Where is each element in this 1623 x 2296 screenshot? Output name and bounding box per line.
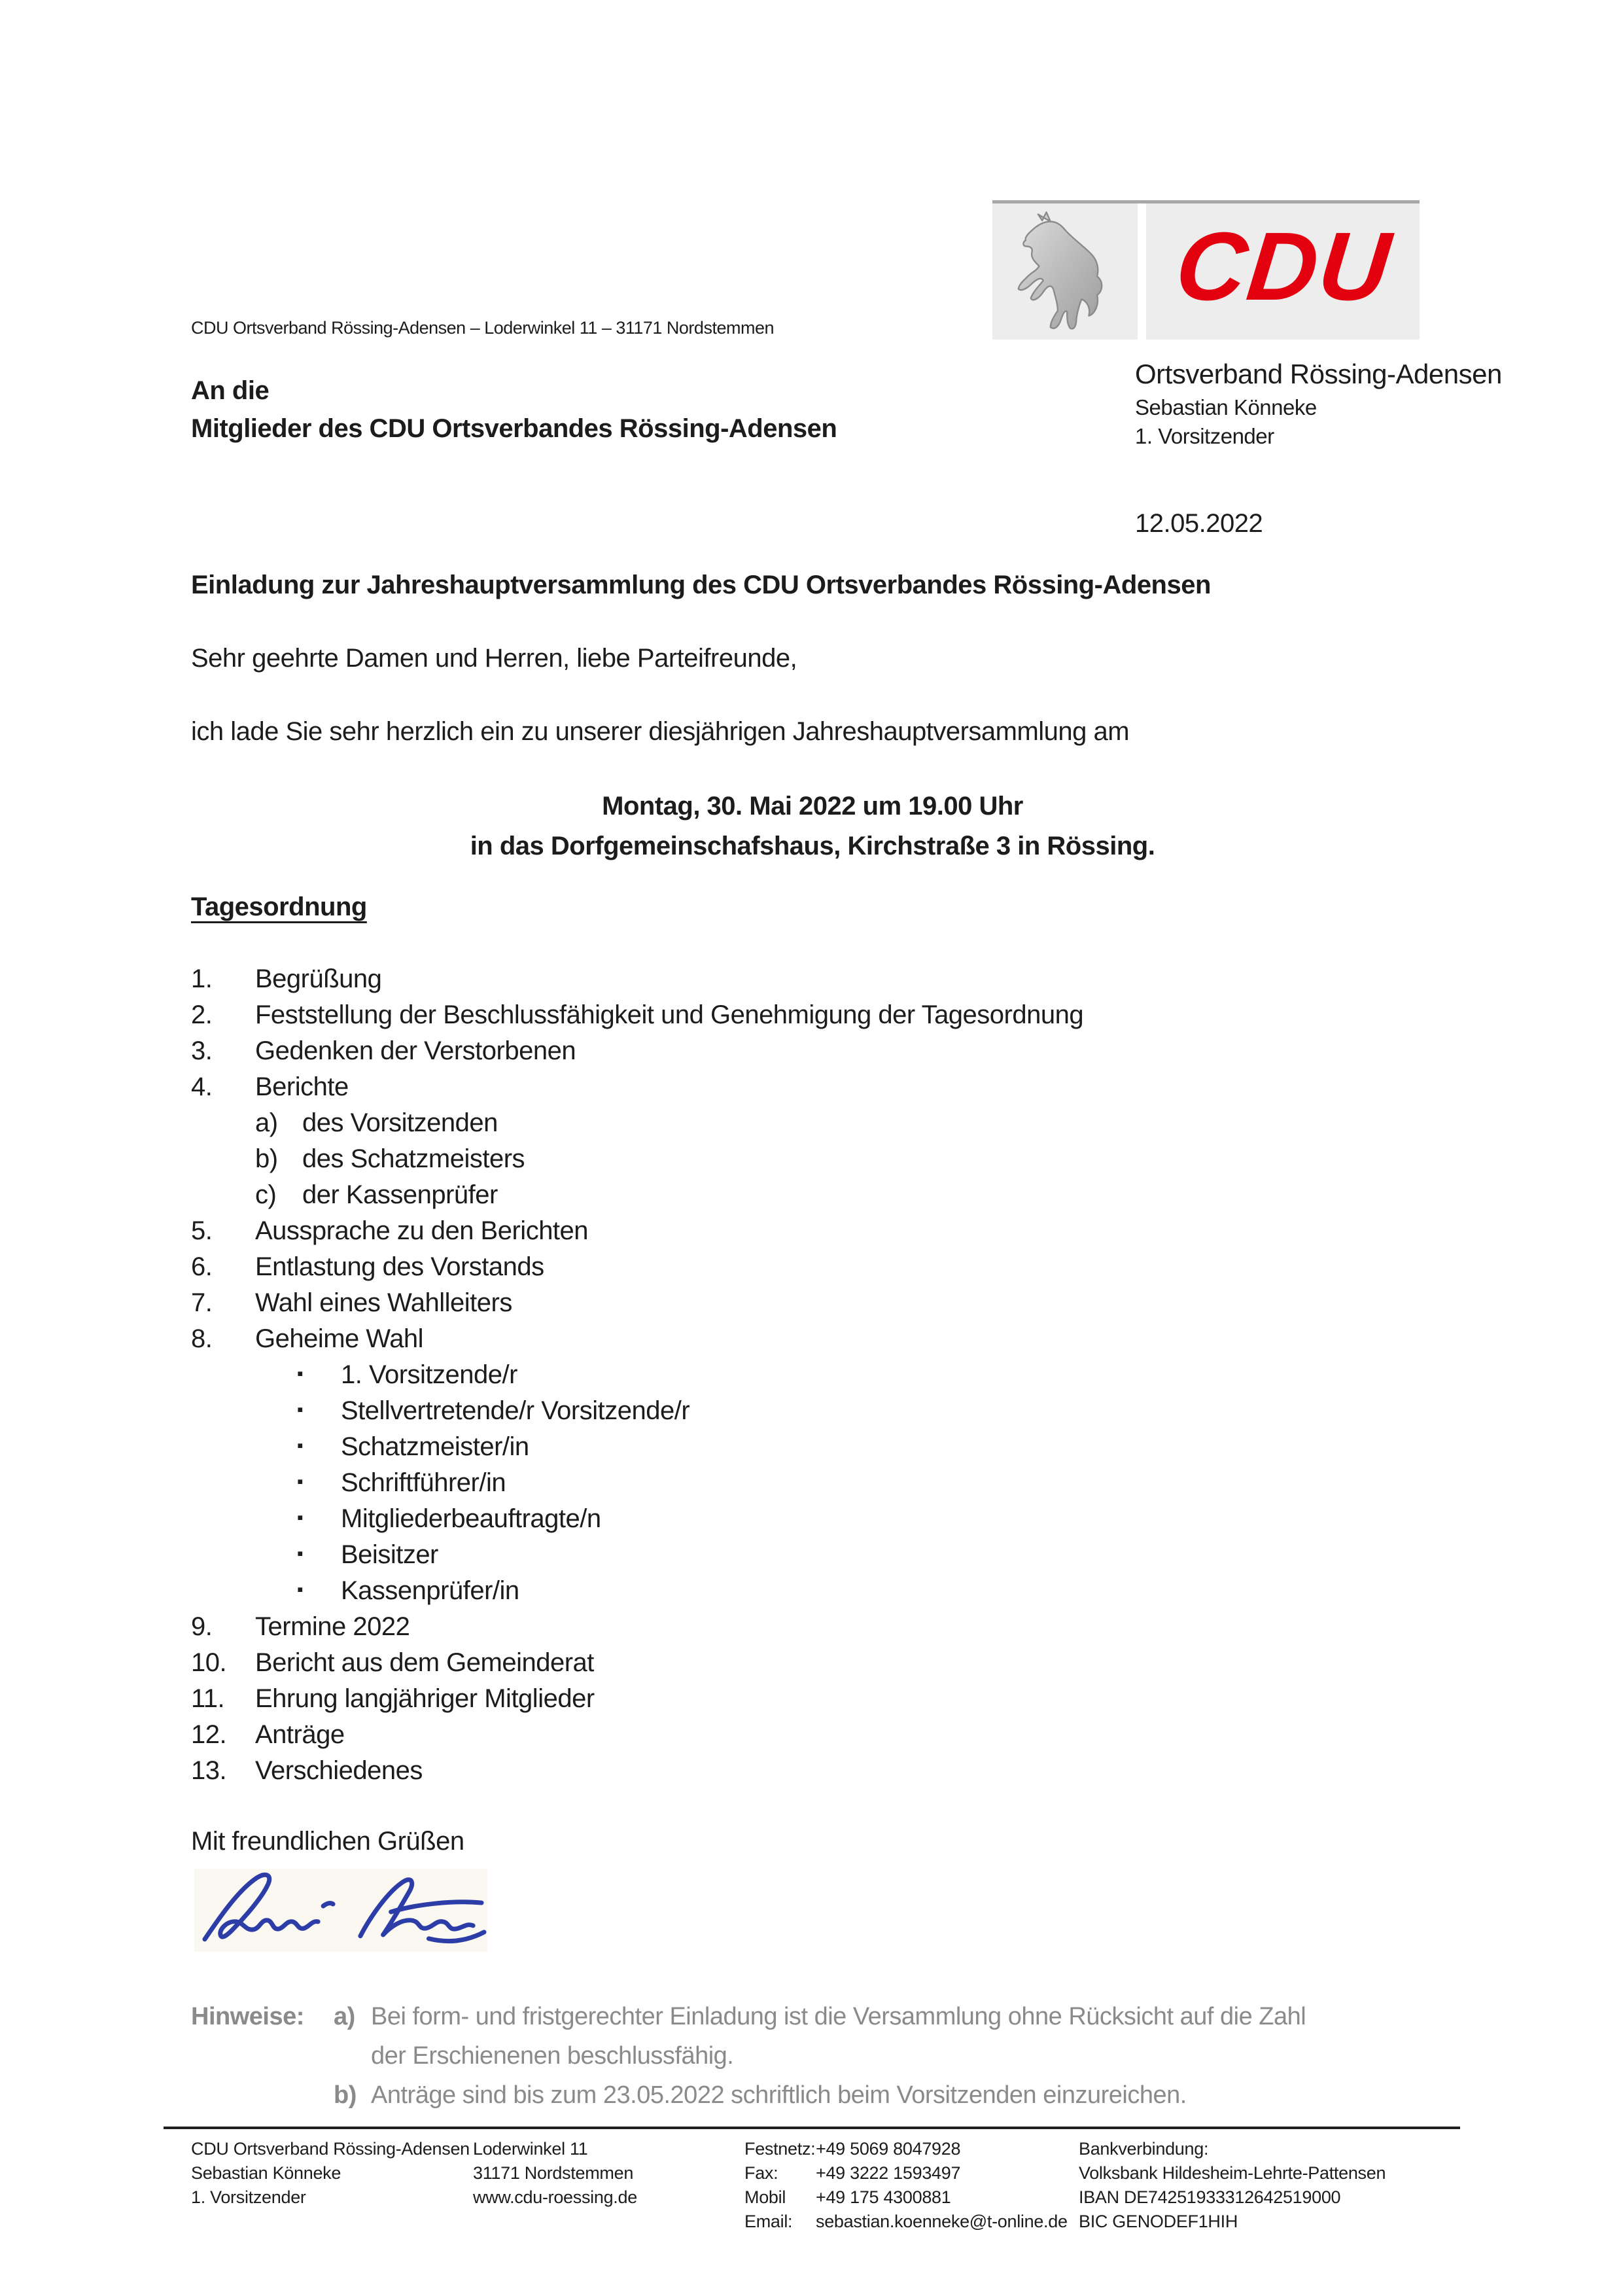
agenda-item (191, 1324, 1447, 1360)
letter-date: 12.05.2022 (1135, 509, 1263, 538)
footer-contact-row (744, 2137, 1068, 2161)
agenda-item-text: Berichte (255, 1072, 349, 1101)
agenda-item (191, 1036, 1447, 1072)
bullet-icon: ▪ (297, 1472, 304, 1491)
sender-role: 1. Vorsitzender (1135, 424, 1274, 448)
sender-name: Sebastian Könneke (1135, 395, 1317, 419)
agenda-item (191, 1072, 1447, 1108)
agenda-bullet-item (191, 1576, 1447, 1612)
agenda-item-text: Entlastung des Vorstands (255, 1252, 544, 1281)
agenda-item-text: Wahl eines Wahlleiters (255, 1288, 512, 1317)
contact-value: +49 5069 8047928 (816, 2139, 961, 2159)
agenda-item-label: 6. (191, 1252, 213, 1281)
footer-line: CDU Ortsverband Rössing-Adensen (191, 2139, 470, 2159)
agenda-bullet-item (191, 1396, 1447, 1432)
note-b-label: b) (334, 2081, 357, 2109)
cdu-wordmark-box (1146, 203, 1420, 340)
contact-value: +49 175 4300881 (816, 2187, 951, 2207)
agenda-subitem (191, 1180, 1447, 1216)
horse-icon (1007, 208, 1123, 336)
footer-bank-column (1079, 2137, 1386, 2234)
sender-header-block (1135, 355, 1502, 451)
footer-line: 1. Vorsitzender (191, 2187, 306, 2207)
agenda-item-text: Geheime Wahl (255, 1324, 424, 1353)
agenda-bullet-text: Kassenprüfer/in (341, 1576, 519, 1605)
intro-paragraph: ich lade Sie sehr herzlich ein zu unserer diesjährigen Jahreshauptversammlung am (191, 717, 1130, 746)
agenda-bullet-item (191, 1468, 1447, 1504)
agenda-subitem (191, 1144, 1447, 1180)
agenda-item-label: 13. (191, 1756, 227, 1785)
agenda-item (191, 1756, 1447, 1792)
agenda-item-text: Bericht aus dem Gemeinderat (255, 1648, 594, 1677)
agenda-item-label: 3. (191, 1036, 213, 1065)
agenda-item-label: 8. (191, 1324, 213, 1353)
agenda-item (191, 1720, 1447, 1756)
agenda-subitem (191, 1108, 1447, 1144)
footer-website: www.cdu-roessing.de (473, 2187, 637, 2207)
note-a-label: a) (334, 2003, 355, 2030)
agenda-item-label: 5. (191, 1216, 213, 1245)
note-a-text-continued: der Erschienenen beschlussfähig. (371, 2042, 734, 2070)
agenda-item-text: Anträge (255, 1720, 345, 1749)
agenda-item-text: Termine 2022 (255, 1612, 410, 1641)
agenda-bullet-text: Mitgliederbeauftragte/n (341, 1504, 601, 1533)
footer-divider (164, 2127, 1460, 2129)
footer-line: Volksbank Hildesheim-Lehrte-Pattensen (1079, 2163, 1386, 2183)
agenda-item (191, 1612, 1447, 1648)
signature-strokes (194, 1869, 487, 1952)
cdu-wordmark: CDU (1170, 213, 1396, 321)
agenda-bullet-item (191, 1360, 1447, 1396)
agenda-subitem-text: des Vorsitzenden (302, 1108, 498, 1137)
footer-line: Bankverbindung: (1079, 2139, 1209, 2159)
contact-label: Email: (744, 2212, 793, 2231)
bullet-icon: ▪ (297, 1364, 304, 1383)
signature (194, 1869, 487, 1952)
agenda-item (191, 1216, 1447, 1252)
footer-org-column (191, 2137, 470, 2210)
saxon-steed-box (992, 203, 1138, 340)
salutation: Sehr geehrte Damen und Herren, liebe Parteifreunde, (191, 644, 797, 673)
agenda-bullet-text: Schriftführer/in (341, 1468, 506, 1497)
agenda-bullet-text: 1. Vorsitzende/r (341, 1360, 517, 1389)
agenda-list (191, 964, 1447, 1792)
agenda-bullet-text: Stellvertretende/r Vorsitzende/r (341, 1396, 690, 1425)
agenda-item (191, 1288, 1447, 1324)
notes-block (191, 1997, 1440, 2115)
agenda-title: Tagesordnung (191, 892, 367, 921)
cdu-logo (992, 203, 1420, 340)
agenda-bullet-item (191, 1540, 1447, 1576)
contact-label: Fax: (744, 2163, 778, 2183)
recipient-line: Mitglieder des CDU Ortsverbandes Rössing-Adensen (191, 414, 837, 443)
contact-label: Mobil (744, 2187, 786, 2207)
note-b-text: Anträge sind bis zum 23.05.2022 schriftlich beim Vorsitzenden einzureichen. (371, 2081, 1187, 2109)
footer-line: 31171 Nordstemmen (473, 2163, 634, 2183)
contact-value: +49 3222 1593497 (816, 2163, 961, 2183)
agenda-subitem-text: des Schatzmeisters (302, 1144, 525, 1173)
agenda-subitem-label: b) (255, 1144, 278, 1173)
event-location: in das Dorfgemeinschafshaus, Kirchstraße 3 in Rössing. (470, 832, 1155, 860)
footer-address-column (473, 2137, 637, 2210)
subject-line: Einladung zur Jahreshauptversammlung des CDU Ortsverbandes Rössing-Adensen (191, 571, 1211, 599)
agenda-bullet-item (191, 1432, 1447, 1468)
bullet-icon: ▪ (297, 1508, 304, 1527)
notes-label: Hinweise: (191, 2003, 304, 2030)
agenda-subitem-label: c) (255, 1180, 277, 1209)
agenda-item-text: Gedenken der Verstorbenen (255, 1036, 576, 1065)
agenda-item (191, 1000, 1447, 1036)
contact-email: sebastian.koenneke@t-online.de (816, 2212, 1068, 2231)
agenda-item-label: 1. (191, 964, 213, 993)
agenda-item (191, 1684, 1447, 1720)
agenda-item-text: Feststellung der Beschlussfähigkeit und Genehmigung der Tagesordnung (255, 1000, 1084, 1029)
return-address-line: CDU Ortsverband Rössing-Adensen – Loderwinkel 11 – 31171 Nordstemmen (191, 318, 774, 338)
recipient-block (191, 372, 837, 448)
footer-line: Loderwinkel 11 (473, 2139, 588, 2159)
agenda-item-label: 2. (191, 1000, 213, 1029)
bullet-icon: ▪ (297, 1580, 304, 1599)
recipient-line: An die (191, 376, 270, 405)
agenda-subitem-label: a) (255, 1108, 278, 1137)
agenda-item-text: Verschiedenes (255, 1756, 423, 1785)
agenda-item-label: 11. (191, 1684, 225, 1713)
agenda-bullet-item (191, 1504, 1447, 1540)
agenda-item (191, 1648, 1447, 1684)
footer-contact-column (744, 2137, 1068, 2234)
agenda-item-label: 7. (191, 1288, 213, 1317)
note-a-text: Bei form- und fristgerechter Einladung ist die Versammlung ohne Rücksicht auf die Zahl (371, 2003, 1306, 2030)
agenda-item-label: 10. (191, 1648, 227, 1677)
bullet-icon: ▪ (297, 1436, 304, 1455)
agenda-item-text: Ehrung langjähriger Mitglieder (255, 1684, 595, 1713)
agenda-item-label: 4. (191, 1072, 213, 1101)
agenda-bullet-text: Beisitzer (341, 1540, 438, 1569)
agenda-item-label: 12. (191, 1720, 227, 1749)
bullet-icon: ▪ (297, 1400, 304, 1419)
bullet-icon: ▪ (297, 1544, 304, 1563)
agenda-subitem-text: der Kassenprüfer (302, 1180, 498, 1209)
event-details (191, 786, 1434, 866)
footer-bic: BIC GENODEF1HIH (1079, 2212, 1238, 2231)
footer-iban: IBAN DE74251933312642519000 (1079, 2187, 1341, 2207)
footer-line: Sebastian Könneke (191, 2163, 341, 2183)
agenda-item-label: 9. (191, 1612, 213, 1641)
footer-contact-row (744, 2210, 1068, 2234)
closing-line: Mit freundlichen Grüßen (191, 1827, 464, 1856)
agenda-item-text: Begrüßung (255, 964, 382, 993)
agenda-item (191, 964, 1447, 1000)
agenda-item-text: Aussprache zu den Berichten (255, 1216, 589, 1245)
footer-contact-row (744, 2161, 1068, 2185)
org-line: Ortsverband Rössing-Adensen (1135, 359, 1502, 389)
event-datetime: Montag, 30. Mai 2022 um 19.00 Uhr (602, 792, 1023, 821)
footer-contact-row (744, 2185, 1068, 2210)
agenda-item (191, 1252, 1447, 1288)
contact-label: Festnetz: (744, 2139, 816, 2159)
agenda-bullet-text: Schatzmeister/in (341, 1432, 529, 1461)
